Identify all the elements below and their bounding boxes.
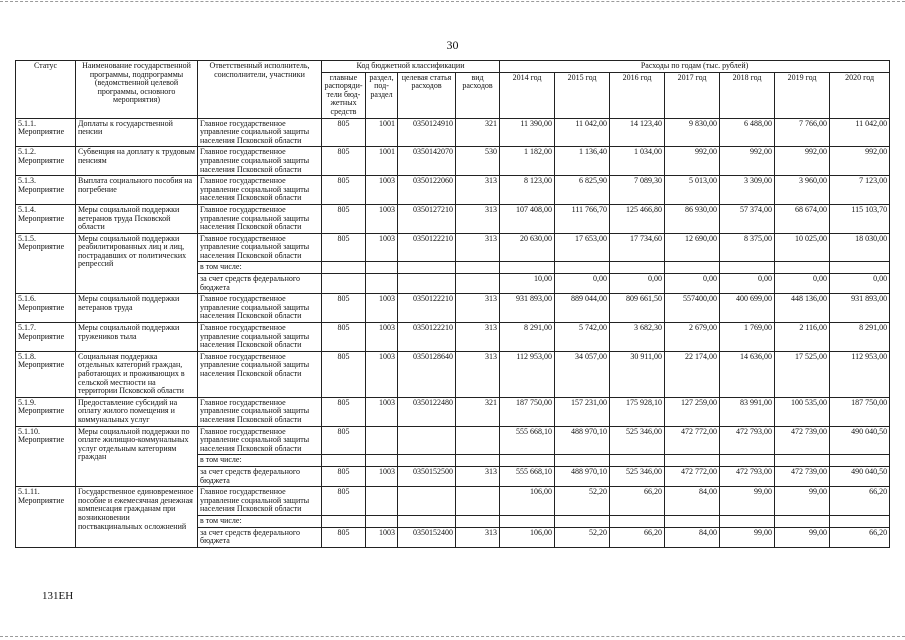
year-value-cell: 8 291,00 [500,323,555,352]
year-value-cell: 7 123,00 [830,176,890,205]
year-value-cell: 472 739,00 [775,466,830,486]
csr-cell: 0350127210 [398,204,456,233]
vr-cell: 530 [456,147,500,176]
year-value-cell [665,455,720,467]
year-value-cell [610,515,665,527]
year-value-cell [775,455,830,467]
rzpr-cell [366,262,398,274]
rzpr-cell: 1003 [366,466,398,486]
year-value-cell [665,515,720,527]
csr-cell: 0350142070 [398,147,456,176]
vr-cell [456,455,500,467]
year-value-cell [555,515,610,527]
csr-cell [398,455,456,467]
grbs-cell: 805 [322,233,366,262]
year-value-cell: 8 123,00 [500,176,555,205]
status-cell: 5.1.8. Мероприятие [16,351,76,397]
vr-cell: 313 [456,527,500,547]
year-value-cell: 490 040,50 [830,426,890,455]
status-cell: 5.1.3. Мероприятие [16,176,76,205]
status-cell: 5.1.1. Мероприятие [16,118,76,147]
year-value-cell: 14 123,40 [610,118,665,147]
year-value-cell: 66,20 [610,527,665,547]
csr-cell: 0350122480 [398,397,456,426]
year-value-cell: 3 960,00 [775,176,830,205]
year-value-cell: 68 674,00 [775,204,830,233]
year-value-cell: 7 766,00 [775,118,830,147]
header-vr: вид расходов [456,72,500,118]
year-value-cell: 10,00 [500,274,555,294]
year-value-cell: 157 231,00 [555,397,610,426]
year-value-cell: 11 042,00 [555,118,610,147]
year-value-cell: 931 893,00 [830,294,890,323]
grbs-cell: 805 [322,176,366,205]
rzpr-cell: 1003 [366,527,398,547]
csr-cell: 0350152500 [398,466,456,486]
executor-cell: за счет средств федерального бюджета [198,527,322,547]
year-value-cell [555,262,610,274]
year-value-cell: 472 772,00 [665,466,720,486]
year-value-cell [555,455,610,467]
year-value-cell: 175 928,10 [610,397,665,426]
table-row [16,323,890,352]
year-value-cell: 809 661,50 [610,294,665,323]
year-value-cell: 490 040,50 [830,466,890,486]
executor-cell: Главное государственное управление социальной защиты населения Псковской области [198,426,322,455]
year-value-cell: 9 830,00 [665,118,720,147]
year-value-cell: 3 682,30 [610,323,665,352]
year-value-cell: 18 030,00 [830,233,890,262]
executor-cell: в том числе: [198,515,322,527]
year-value-cell: 992,00 [830,147,890,176]
executor-cell: Главное государственное управление социальной защиты населения Псковской области [198,233,322,262]
header-csr: целевая статья расходов [398,72,456,118]
year-value-cell: 557400,00 [665,294,720,323]
vr-cell [456,274,500,294]
year-value-cell: 11 042,00 [830,118,890,147]
year-value-cell [720,515,775,527]
vr-cell: 313 [456,176,500,205]
year-value-cell: 6 825,90 [555,176,610,205]
status-cell: 5.1.9. Мероприятие [16,397,76,426]
rzpr-cell [366,455,398,467]
executor-cell: в том числе: [198,455,322,467]
page-number: 30 [446,38,459,52]
year-value-cell: 187 750,00 [830,397,890,426]
year-value-cell: 889 044,00 [555,294,610,323]
rzpr-cell: 1001 [366,147,398,176]
year-value-cell: 17 734,60 [610,233,665,262]
year-value-cell: 34 057,00 [555,351,610,397]
vr-cell: 321 [456,118,500,147]
vr-cell [456,426,500,455]
name-cell: Меры социальной поддержки по оплате жилищно-коммунальных услуг отдельным категориям граждан [76,426,198,487]
year-value-cell [775,262,830,274]
year-value-cell: 931 893,00 [500,294,555,323]
year-value-cell: 106,00 [500,487,555,516]
year-value-cell [610,262,665,274]
header-executor: Ответственный исполнитель, соисполнители, участники [198,61,322,119]
table-row [16,426,890,455]
year-value-cell [500,455,555,467]
grbs-cell: 805 [322,351,366,397]
year-value-cell [610,455,665,467]
executor-cell: Главное государственное управление социальной защиты населения Псковской области [198,118,322,147]
header-rzpr: раздел, под-раздел [366,72,398,118]
year-value-cell: 6 488,00 [720,118,775,147]
rzpr-cell [366,515,398,527]
year-value-cell: 0,00 [555,274,610,294]
vr-cell: 313 [456,466,500,486]
year-value-cell: 992,00 [665,147,720,176]
status-cell: 5.1.10. Мероприятие [16,426,76,487]
year-value-cell [830,515,890,527]
year-value-cell: 20 630,00 [500,233,555,262]
executor-cell: Главное государственное управление социальной защиты населения Псковской области [198,176,322,205]
year-value-cell: 99,00 [775,527,830,547]
year-value-cell: 86 930,00 [665,204,720,233]
name-cell: Социальная поддержка отдельных категорий граждан, работающих и проживающих в сельской местности на территории Псковской области [76,351,198,397]
rzpr-cell [366,426,398,455]
year-value-cell: 22 174,00 [665,351,720,397]
year-value-cell: 3 309,00 [720,176,775,205]
csr-cell [398,487,456,516]
year-value-cell: 106,00 [500,527,555,547]
top-border [0,1,905,2]
year-value-cell: 66,20 [830,527,890,547]
status-cell: 5.1.11. Мероприятие [16,487,76,548]
rzpr-cell: 1003 [366,294,398,323]
vr-cell: 313 [456,294,500,323]
executor-cell: в том числе: [198,262,322,274]
year-value-cell [720,262,775,274]
year-value-cell [775,515,830,527]
vr-cell: 313 [456,233,500,262]
status-cell: 5.1.6. Мероприятие [16,294,76,323]
status-cell: 5.1.4. Мероприятие [16,204,76,233]
year-value-cell: 84,00 [665,487,720,516]
year-value-cell: 5 742,00 [555,323,610,352]
year-value-cell: 111 766,70 [555,204,610,233]
csr-cell: 0350122060 [398,176,456,205]
year-value-cell: 1 034,00 [610,147,665,176]
budget-table [15,60,890,548]
year-value-cell: 115 103,70 [830,204,890,233]
executor-cell: Главное государственное управление социальной защиты населения Псковской области [198,487,322,516]
year-value-cell: 7 089,30 [610,176,665,205]
year-value-cell: 10 025,00 [775,233,830,262]
year-value-cell [500,262,555,274]
status-cell: 5.1.7. Мероприятие [16,323,76,352]
name-cell: Меры социальной поддержки ветеранов труда [76,294,198,323]
year-value-cell: 400 699,00 [720,294,775,323]
rzpr-cell: 1003 [366,204,398,233]
year-value-cell: 17 525,00 [775,351,830,397]
name-cell: Меры социальной поддержки реабилитированных лиц и лиц, пострадавших от политических репрессий [76,233,198,294]
year-value-cell: 99,00 [720,527,775,547]
year-value-cell [500,515,555,527]
header-grbs: главные распоряди-тели бюд-жетных средств [322,72,366,118]
year-value-cell: 488 970,10 [555,426,610,455]
year-value-cell: 992,00 [720,147,775,176]
grbs-cell: 805 [322,426,366,455]
year-value-cell: 57 374,00 [720,204,775,233]
vr-cell: 321 [456,397,500,426]
vr-cell: 313 [456,204,500,233]
csr-cell [398,274,456,294]
table-row [16,487,890,516]
year-value-cell: 472 793,00 [720,466,775,486]
name-cell: Меры социальной поддержки ветеранов труда Псковской области [76,204,198,233]
year-value-cell: 127 259,00 [665,397,720,426]
header-name: Наименование государственной программы, подпрограммы (ведомственной целевой программы, основного мероприятия) [76,61,198,119]
table-row [16,147,890,176]
csr-cell: 0350124910 [398,118,456,147]
year-value-cell: 472 793,00 [720,426,775,455]
header-expenses: Расходы по годам (тыс. рублей) [500,61,890,73]
year-value-cell: 83 991,00 [720,397,775,426]
year-value-cell: 0,00 [665,274,720,294]
footer-code: 131ЕН [42,590,74,602]
csr-cell [398,515,456,527]
year-value-cell: 525 346,00 [610,466,665,486]
grbs-cell: 805 [322,527,366,547]
grbs-cell: 805 [322,294,366,323]
header-year: 2015 год [555,72,610,118]
csr-cell: 0350152400 [398,527,456,547]
csr-cell: 0350122210 [398,294,456,323]
grbs-cell: 805 [322,204,366,233]
year-value-cell: 187 750,00 [500,397,555,426]
vr-cell [456,487,500,516]
year-value-cell: 112 953,00 [500,351,555,397]
grbs-cell: 805 [322,466,366,486]
status-cell: 5.1.5. Мероприятие [16,233,76,294]
year-value-cell: 525 346,00 [610,426,665,455]
grbs-cell: 805 [322,487,366,516]
year-value-cell: 488 970,10 [555,466,610,486]
year-value-cell: 125 466,80 [610,204,665,233]
executor-cell: за счет средств федерального бюджета [198,466,322,486]
grbs-cell [322,262,366,274]
table-row [16,294,890,323]
header-year: 2018 год [720,72,775,118]
year-value-cell: 11 390,00 [500,118,555,147]
header-budget-classification: Код бюджетной классификации [322,61,500,73]
name-cell: Предоставление субсидий на оплату жилого помещения и коммунальных услуг [76,397,198,426]
csr-cell [398,262,456,274]
table-row [16,176,890,205]
year-value-cell: 107 408,00 [500,204,555,233]
year-value-cell [720,455,775,467]
header-row-1 [16,61,890,73]
name-cell: Субвенция на доплату к трудовым пенсиям [76,147,198,176]
year-value-cell: 555 668,10 [500,466,555,486]
vr-cell [456,515,500,527]
grbs-cell: 805 [322,147,366,176]
year-value-cell: 0,00 [720,274,775,294]
rzpr-cell: 1003 [366,176,398,205]
header-status: Статус [16,61,76,119]
table-body [16,118,890,547]
executor-cell: за счет средств федерального бюджета [198,274,322,294]
grbs-cell [322,455,366,467]
year-value-cell: 17 653,00 [555,233,610,262]
executor-cell: Главное государственное управление социальной защиты населения Псковской области [198,351,322,397]
header-year: 2016 год [610,72,665,118]
year-value-cell: 5 013,00 [665,176,720,205]
executor-cell: Главное государственное управление социальной защиты населения Псковской области [198,294,322,323]
bottom-border [0,636,905,637]
year-value-cell: 1 769,00 [720,323,775,352]
year-value-cell: 8 375,00 [720,233,775,262]
year-value-cell: 8 291,00 [830,323,890,352]
grbs-cell: 805 [322,323,366,352]
header-year: 2014 год [500,72,555,118]
year-value-cell [665,262,720,274]
year-value-cell: 1 182,00 [500,147,555,176]
table-row [16,118,890,147]
vr-cell [456,262,500,274]
grbs-cell: 805 [322,397,366,426]
csr-cell: 0350122210 [398,323,456,352]
rzpr-cell [366,274,398,294]
year-value-cell: 52,20 [555,527,610,547]
csr-cell [398,426,456,455]
year-value-cell: 14 636,00 [720,351,775,397]
csr-cell: 0350128640 [398,351,456,397]
year-value-cell: 472 772,00 [665,426,720,455]
year-value-cell: 2 679,00 [665,323,720,352]
executor-cell: Главное государственное управление социальной защиты населения Псковской области [198,323,322,352]
rzpr-cell: 1001 [366,118,398,147]
year-value-cell: 2 116,00 [775,323,830,352]
executor-cell: Главное государственное управление социальной защиты населения Псковской области [198,397,322,426]
year-value-cell: 30 911,00 [610,351,665,397]
csr-cell: 0350122210 [398,233,456,262]
year-value-cell: 112 953,00 [830,351,890,397]
rzpr-cell: 1003 [366,351,398,397]
name-cell: Выплата социального пособия на погребение [76,176,198,205]
rzpr-cell [366,487,398,516]
year-value-cell: 99,00 [775,487,830,516]
rzpr-cell: 1003 [366,323,398,352]
year-value-cell: 0,00 [775,274,830,294]
status-cell: 5.1.2. Мероприятие [16,147,76,176]
year-value-cell [830,262,890,274]
table-row [16,397,890,426]
year-value-cell: 992,00 [775,147,830,176]
header-year: 2017 год [665,72,720,118]
year-value-cell [830,455,890,467]
table-row [16,233,890,262]
executor-cell: Главное государственное управление социальной защиты населения Псковской области [198,204,322,233]
year-value-cell: 52,20 [555,487,610,516]
year-value-cell: 448 136,00 [775,294,830,323]
year-value-cell: 66,20 [830,487,890,516]
name-cell: Меры социальной поддержки тружеников тыла [76,323,198,352]
grbs-cell [322,515,366,527]
vr-cell: 313 [456,323,500,352]
header-year: 2019 год [775,72,830,118]
table-row [16,351,890,397]
year-value-cell: 555 668,10 [500,426,555,455]
year-value-cell: 100 535,00 [775,397,830,426]
header-year: 2020 год [830,72,890,118]
year-value-cell: 1 136,40 [555,147,610,176]
year-value-cell: 66,20 [610,487,665,516]
year-value-cell: 12 690,00 [665,233,720,262]
name-cell: Государственное единовременное пособие и ежемесячная денежная компенсация гражданам при возникновении поствакцинальных осложнений [76,487,198,548]
grbs-cell [322,274,366,294]
year-value-cell: 0,00 [610,274,665,294]
year-value-cell: 472 739,00 [775,426,830,455]
executor-cell: Главное государственное управление социальной защиты населения Псковской области [198,147,322,176]
table-row [16,204,890,233]
year-value-cell: 0,00 [830,274,890,294]
rzpr-cell: 1003 [366,233,398,262]
name-cell: Доплаты к государственной пенсии [76,118,198,147]
grbs-cell: 805 [322,118,366,147]
vr-cell: 313 [456,351,500,397]
year-value-cell: 84,00 [665,527,720,547]
year-value-cell: 99,00 [720,487,775,516]
rzpr-cell: 1003 [366,397,398,426]
